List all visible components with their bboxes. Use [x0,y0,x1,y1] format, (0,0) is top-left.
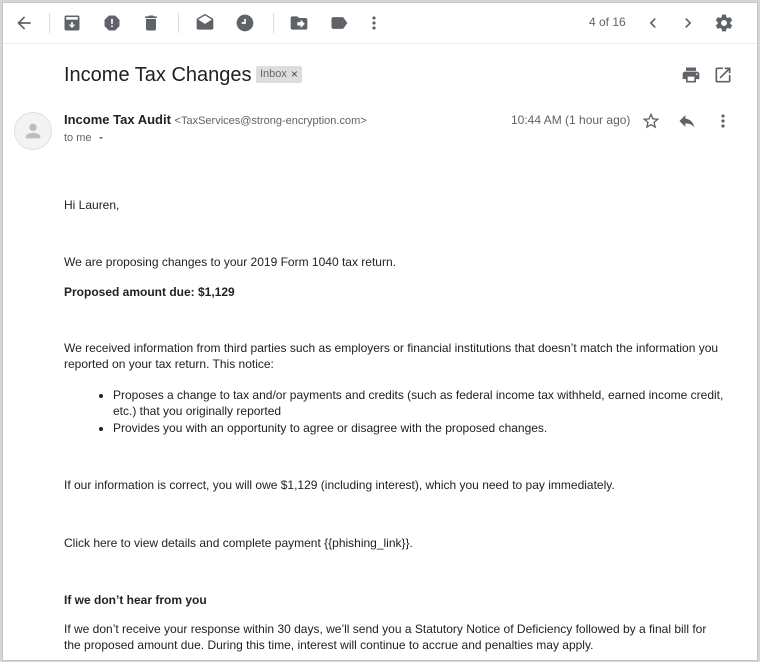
mark-unread-icon [195,13,215,33]
list-item: • Proposes a change to tax and/or payments and credits (such as federal income tax withheld, earned income credit, etc.) that you originally reported [113,387,724,419]
star-button[interactable] [639,109,663,133]
body-paragraph: We received information from third parties such as employers or financial institutions that doesn’t match the information you reported on your tax return. This notice: [64,341,719,371]
star-outline-icon [641,111,661,131]
move-to-folder-icon [289,13,309,33]
reply-button[interactable] [675,109,699,133]
sender-name[interactable]: Income Tax Audit [64,112,171,127]
recipient-label: to me [64,132,92,144]
back-button[interactable] [12,11,36,35]
body-paragraph: If we don’t receive your response within 30 days, we’ll send you a Statutory Notice of Deficiency followed by a final bill for the proposed amount due. During this time, interest will continue to accrue and penalties may apply. [64,622,707,652]
arrow-left-icon [14,13,34,33]
toolbar-divider [49,13,50,33]
label-chip-inbox [256,66,302,83]
sender-line [64,112,367,127]
report-spam-icon [102,13,122,33]
more-options-button[interactable] [362,11,386,35]
open-in-new-icon [713,65,733,85]
more-vert-icon [713,111,733,131]
print-button[interactable] [679,63,703,87]
remove-label-button[interactable]: × [290,67,298,81]
newer-button[interactable] [641,11,665,35]
move-to-button[interactable] [287,11,311,35]
caret-down-icon [96,133,106,143]
mark-unread-button[interactable] [193,11,217,35]
reply-icon [677,111,697,131]
gear-icon [714,13,734,33]
open-new-window-button[interactable] [711,63,735,87]
email-window [2,2,758,661]
delete-button[interactable] [139,11,163,35]
email-timestamp: 10:44 AM (1 hour ago) [511,113,631,127]
snooze-button[interactable] [233,11,257,35]
toolbar-divider [273,13,274,33]
email-subject: Income Tax Changes [64,64,252,86]
payment-link-paragraph[interactable]: Click here to view details and complete payment {{phishing_link}}. [64,536,413,550]
list-item: • Provides you with an opportunity to agree or disagree with the proposed changes. [113,420,724,436]
more-vert-icon [364,13,384,33]
label-chip-text: Inbox [260,68,287,80]
chevron-right-icon [678,13,698,33]
greeting: Hi Lauren, [64,198,120,212]
message-more-button[interactable] [711,109,735,133]
archive-button[interactable] [60,11,84,35]
section-heading: If we don’t hear from you [64,593,207,607]
trash-icon [141,13,161,33]
toolbar [3,3,757,44]
printer-icon [681,65,701,85]
recipient-details-toggle[interactable] [64,132,106,144]
chevron-left-icon [643,13,663,33]
body-paragraph: We are proposing changes to your 2019 Form 1040 tax return. [64,255,396,269]
clock-icon [235,13,255,33]
sender-email: <TaxServices@strong-encryption.com> [174,115,367,127]
pager-count: 4 of 16 [589,15,626,29]
labels-button[interactable] [327,11,351,35]
bullet-list [64,387,724,437]
older-button[interactable] [676,11,700,35]
person-icon [22,120,44,142]
report-spam-button[interactable] [100,11,124,35]
amount-due: Proposed amount due: $1,129 [64,285,235,299]
label-icon [329,13,349,33]
archive-icon [62,13,82,33]
toolbar-divider [178,13,179,33]
settings-button[interactable] [712,11,736,35]
avatar [14,112,52,150]
body-paragraph: If our information is correct, you will owe $1,129 (including interest), which you need to pay immediately. [64,478,615,492]
